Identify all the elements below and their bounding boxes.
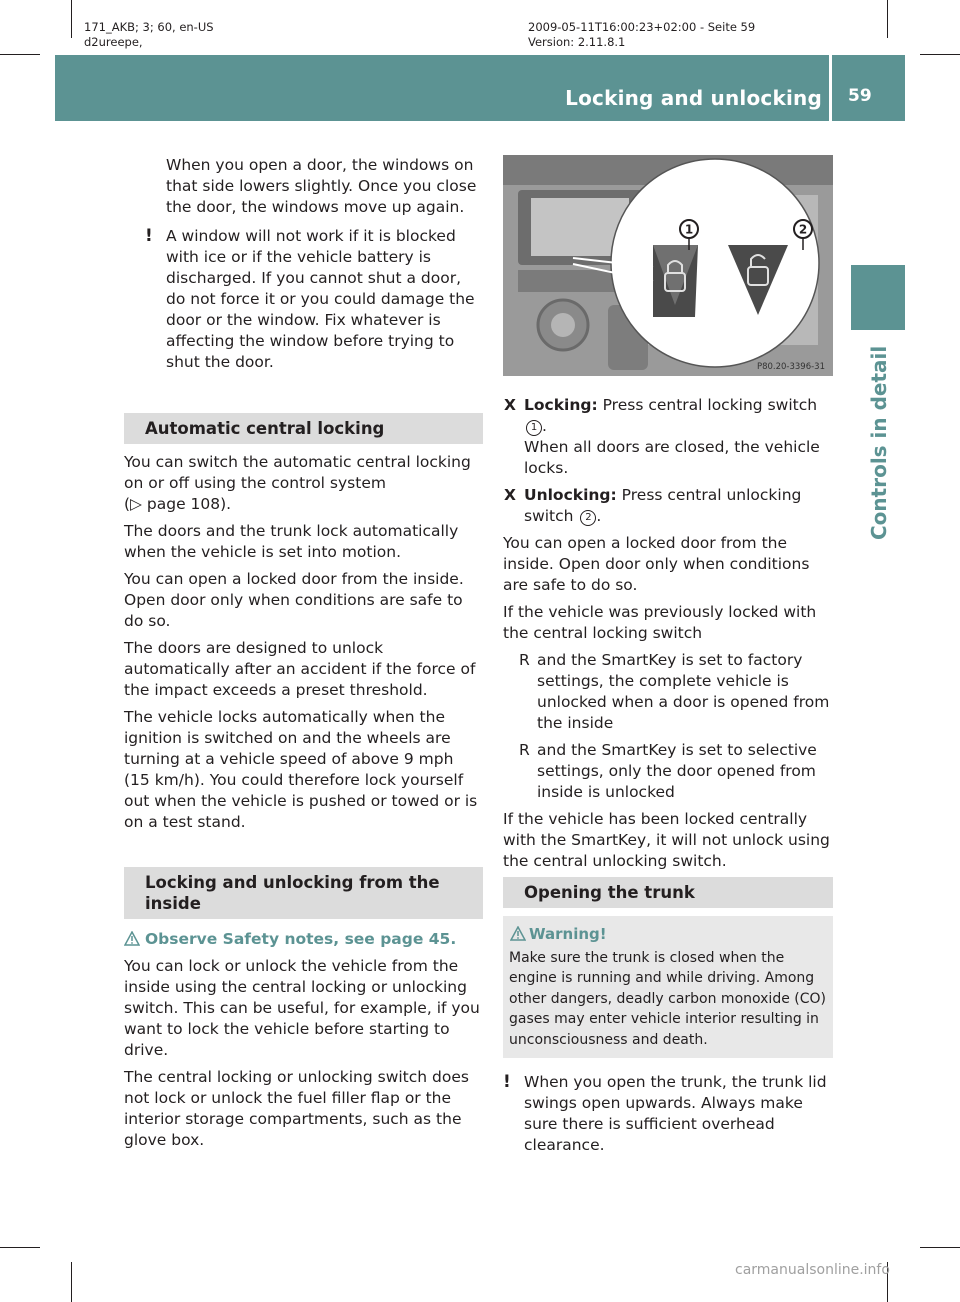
list-item — [503, 650, 833, 734]
step-arrow-icon: X — [504, 396, 516, 414]
step-unlocking-text: Press central unlocking switch — [524, 486, 802, 525]
photo-callout-1: 1 — [684, 222, 694, 237]
s1-paragraph: The doors and the trunk lock automatically when the vehicle is set into motion. — [124, 522, 459, 561]
notice-exclamation-icon: ! — [145, 226, 153, 246]
print-meta-right-line2: Version: 2.11.8.1 — [528, 35, 626, 49]
s1-page-ref[interactable]: (▷ page 108). — [124, 495, 232, 513]
warning-text: Make sure the trunk is closed when the engine is running and while driving. Among other dangers, deadly carbon monoxide (CO) gases may enter vehicle interior resulting in unconsciousness and death. — [509, 949, 826, 1048]
step-locking: X Locking: Press central locking switch 1 . When all doors are closed, the vehicle locks. — [504, 396, 820, 477]
side-tab-label: Controls in detail — [867, 345, 891, 540]
print-meta-right — [528, 20, 755, 50]
central-locking-switch-photo — [503, 155, 833, 376]
photo-code: P80.20-3396-31 — [756, 362, 825, 372]
step-unlocking-label: Unlocking: — [524, 486, 617, 504]
trunk-notice — [503, 1072, 833, 1156]
crop-mark — [0, 54, 40, 55]
crop-mark — [920, 1247, 960, 1248]
s2-paragraph: The central locking or unlocking switch does not lock or unlock the fuel filler flap or the interior storage compartments, such as the glove box. — [124, 1068, 469, 1149]
left-column-section2 — [124, 867, 483, 1157]
s1-paragraph: The vehicle locks automatically when the ignition is switched on and the wheels are turning at a vehicle speed of above 9 mph (15 km/h). You could therefore lock yourself out when the vehicle is pushed or towed or is on a test stand. — [124, 708, 478, 831]
section-heading-locking-from-inside: Locking and unlocking from the inside — [124, 867, 483, 919]
bullet-icon: R — [519, 651, 530, 669]
header-separator — [829, 55, 832, 121]
list-item-text: and the SmartKey is set to factory settings, the complete vehicle is unlocked when a door is opened from the inside — [537, 651, 830, 732]
warning-box — [503, 916, 833, 1058]
right-column — [503, 395, 833, 878]
page-title: Locking and unlocking — [565, 86, 822, 110]
section-heading-opening-the-trunk: Opening the trunk — [503, 877, 833, 908]
safety-note-text[interactable]: Observe Safety notes, see page 45. — [145, 930, 457, 948]
warning-triangle-icon — [124, 931, 140, 946]
footer-watermark: carmanualsonline.info — [735, 1262, 890, 1278]
right-column-section3 — [503, 877, 833, 1162]
crop-mark — [71, 1262, 72, 1302]
print-meta-right-line1: 2009-05-11T16:00:23+02:00 - Seite 59 — [528, 20, 756, 34]
s1-paragraph-text: You can switch the automatic central locking on or off using the control system — [124, 453, 471, 492]
list-item — [503, 740, 833, 803]
right-paragraph: You can open a locked door from the inside. Open door only when conditions are safe to do so. — [503, 534, 810, 594]
right-paragraph: If the vehicle was previously locked with the central locking switch — [503, 603, 817, 642]
intro-paragraph: When you open a door, the windows on that side lowers slightly. Once you close the door, the windows move up again. — [166, 156, 477, 216]
bullet-icon: R — [519, 741, 530, 759]
callout-1-icon: 1 — [526, 420, 542, 436]
s2-paragraph: You can lock or unlock the vehicle from the inside using the central locking or unlocking switch. This can be useful, for example, if you want to lock the vehicle before starting to drive. — [124, 957, 480, 1059]
notice-exclamation-icon: ! — [503, 1072, 511, 1092]
print-meta-left — [84, 20, 214, 50]
step-locking-text: Press central locking switch — [602, 396, 818, 414]
warning-heading — [509, 924, 829, 945]
step-locking-cont: When all doors are closed, the vehicle locks. — [524, 438, 820, 477]
crop-mark — [920, 54, 960, 55]
window-notice-text: A window will not work if it is blocked with ice or if the vehicle battery is discharged. If you cannot shut a door, do not force it or you could damage the door or the window. Fix whatever is affecting the window before trying to shut the door. — [166, 227, 475, 371]
warning-title: Warning! — [529, 925, 607, 943]
s1-paragraph: You can open a locked door from the inside. Open door only when conditions are safe to do so. — [124, 570, 464, 630]
crop-mark — [71, 0, 72, 38]
safety-note — [124, 929, 483, 950]
s1-paragraph: The doors are designed to unlock automatically after an accident if the force of the impact exceeds a preset threshold. — [124, 639, 476, 699]
step-arrow-icon: X — [504, 486, 516, 504]
print-meta-left-line2: d2ureepe, — [84, 35, 143, 49]
right-paragraph: If the vehicle has been locked centrally with the SmartKey, it will not unlock using the central unlocking switch. — [503, 810, 830, 870]
section-heading-automatic-central-locking: Automatic central locking — [124, 413, 483, 444]
print-meta-left-line1: 171_AKB; 3; 60, en-US — [84, 20, 214, 34]
photo-callout-2: 2 — [798, 222, 808, 237]
crop-mark — [887, 0, 888, 38]
side-tab-label-wrap — [844, 340, 914, 540]
left-column-section1 — [124, 413, 483, 839]
page-number: 59 — [848, 86, 872, 106]
trunk-notice-text: When you open the trunk, the trunk lid swings open upwards. Always make sure there is sufficient overhead clearance. — [524, 1073, 827, 1154]
callout-2-icon: 2 — [580, 510, 596, 526]
s1-paragraph — [124, 452, 483, 494]
step-unlocking: X Unlocking: Press central unlocking switch 2 . — [504, 486, 802, 525]
side-tab-marker — [851, 265, 905, 330]
warning-triangle-icon — [510, 926, 526, 941]
window-notice — [145, 226, 483, 373]
crop-mark — [0, 1247, 40, 1248]
left-column — [145, 155, 483, 379]
step-locking-label: Locking: — [524, 396, 598, 414]
list-item-text: and the SmartKey is set to selective settings, only the door opened from inside is unlocked — [537, 741, 817, 801]
